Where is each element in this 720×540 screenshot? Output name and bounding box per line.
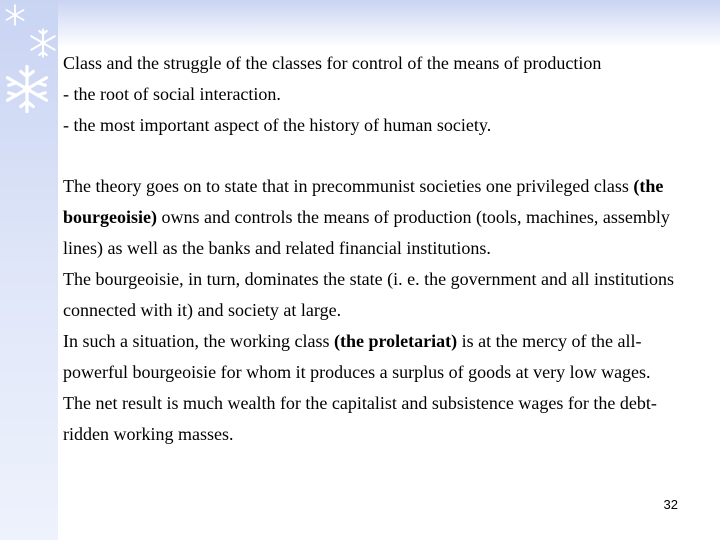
paragraph-bourgeoisie [63, 171, 683, 264]
intro-line: - the root of social interaction. [63, 84, 281, 104]
top-decor-band [58, 0, 720, 48]
snowflake-icon [28, 28, 58, 58]
paragraph-result: The net result is much wealth for the capitalist and subsistence wages for the debt-ridden working masses. [63, 393, 657, 444]
snowflake-icon [4, 4, 26, 26]
paragraph-gap [63, 141, 683, 171]
bold-term: (the bourgeoisie) [63, 176, 664, 227]
paragraph-proletariat [63, 326, 683, 388]
paragraph-state: The bourgeoisie, in turn, dominates the state (i. e. the government and all institutions connected with it) and society at large. [63, 269, 675, 320]
snowflake-icon [2, 64, 52, 114]
paragraph-text: The theory goes on to state that in precommunist societies one privileged class [63, 176, 634, 196]
paragraph-text: is at the mercy of the all-powerful bourgeoisie for whom it produces a surplus of goods at very low wages. [63, 331, 651, 382]
bold-term: (the proletariat) [333, 331, 458, 351]
intro-line: - the most important aspect of the history of human society. [63, 115, 492, 135]
paragraph-text: owns and controls the means of production (tools, machines, assembly lines) as well as the banks and related financial institutions. [63, 207, 670, 258]
paragraph-text: In such a situation, the working class [63, 331, 334, 351]
page-number: 32 [663, 497, 678, 512]
intro-line: Class and the struggle of the classes for control of the means of production [63, 53, 602, 73]
slide-body [63, 48, 683, 450]
